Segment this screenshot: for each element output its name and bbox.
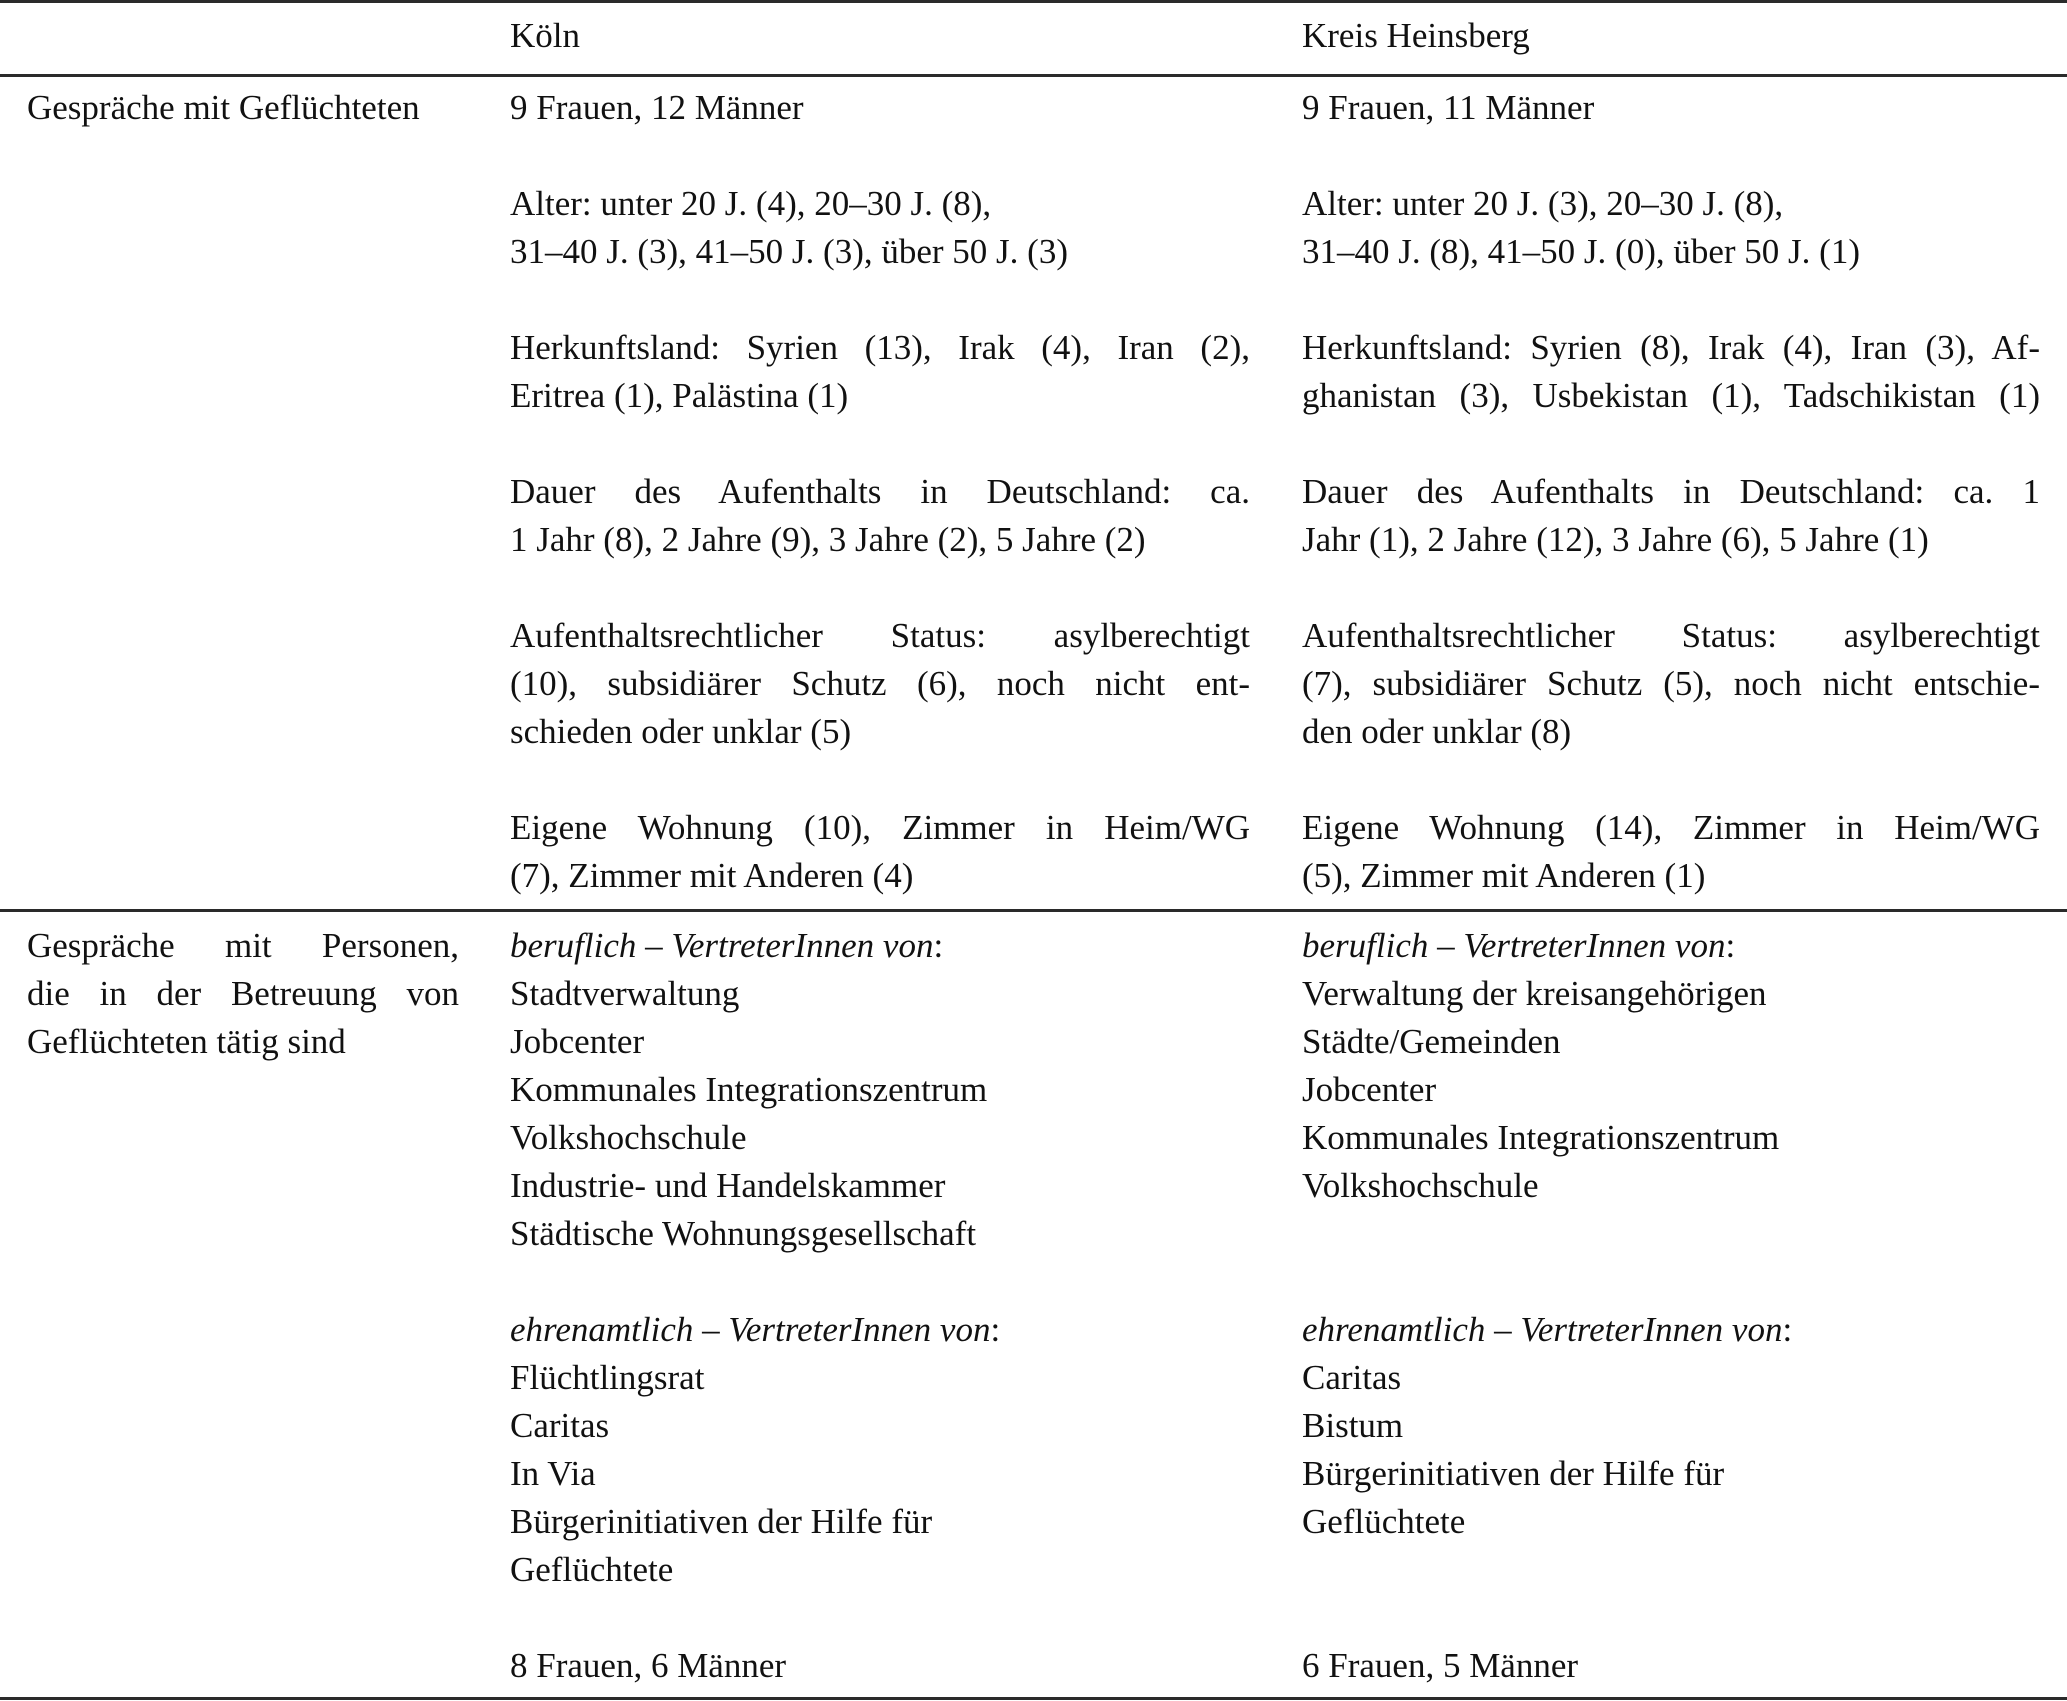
- organization-item: Städtische Wohnungsgesellschaft: [510, 1214, 977, 1253]
- heinsberg-status-line: (7), subsidiärer Schutz (5), noch nicht entschie-: [1302, 664, 2040, 703]
- organization-item: Caritas: [1302, 1358, 1402, 1397]
- organization-item: Volkshochschule: [510, 1118, 747, 1157]
- heinsberg-origin-line: ghanistan (3), Usbekistan (1), Tadschikistan (1): [1302, 376, 2040, 415]
- koeln-housing: [510, 804, 1250, 900]
- koeln-duration-line: 1 Jahr (8), 2 Jahre (9), 3 Jahre (2), 5 Jahre (2): [510, 520, 1146, 559]
- organization-item: Geflüchtete: [1302, 1502, 1466, 1541]
- section2-label-line: Geflüchteten tätig sind: [27, 1022, 346, 1061]
- organization-item: Volkshochschule: [1302, 1166, 1539, 1205]
- koeln-refugee-gender: 9 Frauen, 12 Männer: [510, 88, 804, 127]
- heinsberg-age-line: 31–40 J. (8), 41–50 J. (0), über 50 J. (1): [1302, 232, 1860, 271]
- heinsberg-duration: [1302, 468, 2040, 564]
- section2-label: [27, 922, 459, 1066]
- organization-item: Caritas: [510, 1406, 610, 1445]
- koeln-housing-line: Eigene Wohnung (10), Zimmer in Heim/WG: [510, 808, 1250, 847]
- koeln-duration-line: Dauer des Aufenthalts in Deutschland: ca.: [510, 472, 1250, 511]
- heinsberg-age: [1302, 180, 2040, 276]
- koeln-duration: [510, 468, 1250, 564]
- koeln-volunteer-list: [510, 1354, 1250, 1594]
- organization-item: Bürgerinitiativen der Hilfe für: [510, 1502, 933, 1541]
- mid-rule: [0, 909, 2067, 912]
- heinsberg-staff-gender: 6 Frauen, 5 Männer: [1302, 1646, 1579, 1685]
- header-kreis-heinsberg: Kreis Heinsberg: [1302, 16, 1530, 55]
- heinsberg-origin: [1302, 324, 2040, 420]
- heinsberg-refugee-gender: 9 Frauen, 11 Männer: [1302, 88, 1595, 127]
- heinsberg-section1: [1302, 84, 2040, 132]
- koeln-origin: [510, 324, 1250, 420]
- heinsberg-housing-line: Eigene Wohnung (14), Zimmer in Heim/WG: [1302, 808, 2040, 847]
- organization-item: Geflüchtete: [510, 1550, 674, 1589]
- organization-item: Industrie- und Handelskammer: [510, 1166, 946, 1205]
- koeln-age: [510, 180, 1250, 276]
- koeln-status-line: (10), subsidiärer Schutz (6), noch nicht ent-: [510, 664, 1250, 703]
- koeln-staff-gender: 8 Frauen, 6 Männer: [510, 1646, 787, 1685]
- organization-item: In Via: [510, 1454, 596, 1493]
- organization-item: Kommunales Integrationszentrum: [510, 1070, 988, 1109]
- colon: :: [933, 926, 944, 965]
- heinsberg-duration-line: Jahr (1), 2 Jahre (12), 3 Jahre (6), 5 Jahre (1): [1302, 520, 1929, 559]
- organization-item: Jobcenter: [510, 1022, 645, 1061]
- organization-item: Jobcenter: [1302, 1070, 1437, 1109]
- heinsberg-housing-line: (5), Zimmer mit Anderen (1): [1302, 856, 1706, 895]
- heinsberg-volunteer-list: [1302, 1354, 2040, 1546]
- koeln-professional: [510, 922, 1250, 1258]
- koeln-age-line: 31–40 J. (3), 41–50 J. (3), über 50 J. (3): [510, 232, 1068, 271]
- organization-item: Stadtverwaltung: [510, 974, 740, 1013]
- header-rule: [0, 74, 2067, 77]
- heinsberg-professional-list: [1302, 970, 2040, 1210]
- heinsberg-age-line: Alter: unter 20 J. (3), 20–30 J. (8),: [1302, 184, 1784, 223]
- organization-item: Flüchtlingsrat: [510, 1358, 705, 1397]
- koeln-origin-line: Eritrea (1), Palästina (1): [510, 376, 849, 415]
- organization-item: Kommunales Integrationszentrum: [1302, 1118, 1780, 1157]
- section2-label-line: Gespräche mit Personen,: [27, 926, 459, 965]
- koeln-professional-list: [510, 970, 1250, 1258]
- organization-item: Verwaltung der kreisangehörigen: [1302, 974, 1767, 1013]
- heinsberg-origin-line: Herkunftsland: Syrien (8), Irak (4), Iran (3), Af-: [1302, 328, 2040, 367]
- heinsberg-volunteer: [1302, 1306, 2040, 1546]
- colon: :: [990, 1310, 1001, 1349]
- koeln-age-line: Alter: unter 20 J. (4), 20–30 J. (8),: [510, 184, 992, 223]
- koeln-origin-line: Herkunftsland: Syrien (13), Irak (4), Iran (2),: [510, 328, 1250, 367]
- section1-label: Gespräche mit Geflüchteten: [27, 88, 420, 127]
- koeln-status-line: schieden oder unklar (5): [510, 712, 852, 751]
- colon: :: [1725, 926, 1736, 965]
- heinsberg-status-line: den oder unklar (8): [1302, 712, 1572, 751]
- koeln-section1: [510, 84, 1250, 132]
- top-rule: [0, 0, 2067, 3]
- koeln-professional-heading: beruflich – VertreterInnen von: [510, 926, 934, 965]
- organization-item: Bürgerinitiativen der Hilfe für: [1302, 1454, 1725, 1493]
- koeln-volunteer-heading: ehrenamtlich – VertreterInnen von: [510, 1310, 991, 1349]
- bottom-rule: [0, 1697, 2067, 1700]
- heinsberg-professional: [1302, 922, 2040, 1210]
- heinsberg-duration-line: Dauer des Aufenthalts in Deutschland: ca. 1: [1302, 472, 2040, 511]
- koeln-status-line: Aufenthaltsrechtlicher Status: asylberechtigt: [510, 616, 1250, 655]
- heinsberg-status-line: Aufenthaltsrechtlicher Status: asylberechtigt: [1302, 616, 2040, 655]
- header-koeln: Köln: [510, 16, 580, 55]
- koeln-status: [510, 612, 1250, 756]
- organization-item: Städte/Gemeinden: [1302, 1022, 1561, 1061]
- koeln-housing-line: (7), Zimmer mit Anderen (4): [510, 856, 914, 895]
- colon: :: [1782, 1310, 1793, 1349]
- organization-item: Bistum: [1302, 1406, 1404, 1445]
- heinsberg-volunteer-heading: ehrenamtlich – VertreterInnen von: [1302, 1310, 1783, 1349]
- heinsberg-housing: [1302, 804, 2040, 900]
- section2-label-line: die in der Betreuung von: [27, 974, 459, 1013]
- heinsberg-status: [1302, 612, 2040, 756]
- koeln-volunteer: [510, 1306, 1250, 1594]
- heinsberg-professional-heading: beruflich – VertreterInnen von: [1302, 926, 1726, 965]
